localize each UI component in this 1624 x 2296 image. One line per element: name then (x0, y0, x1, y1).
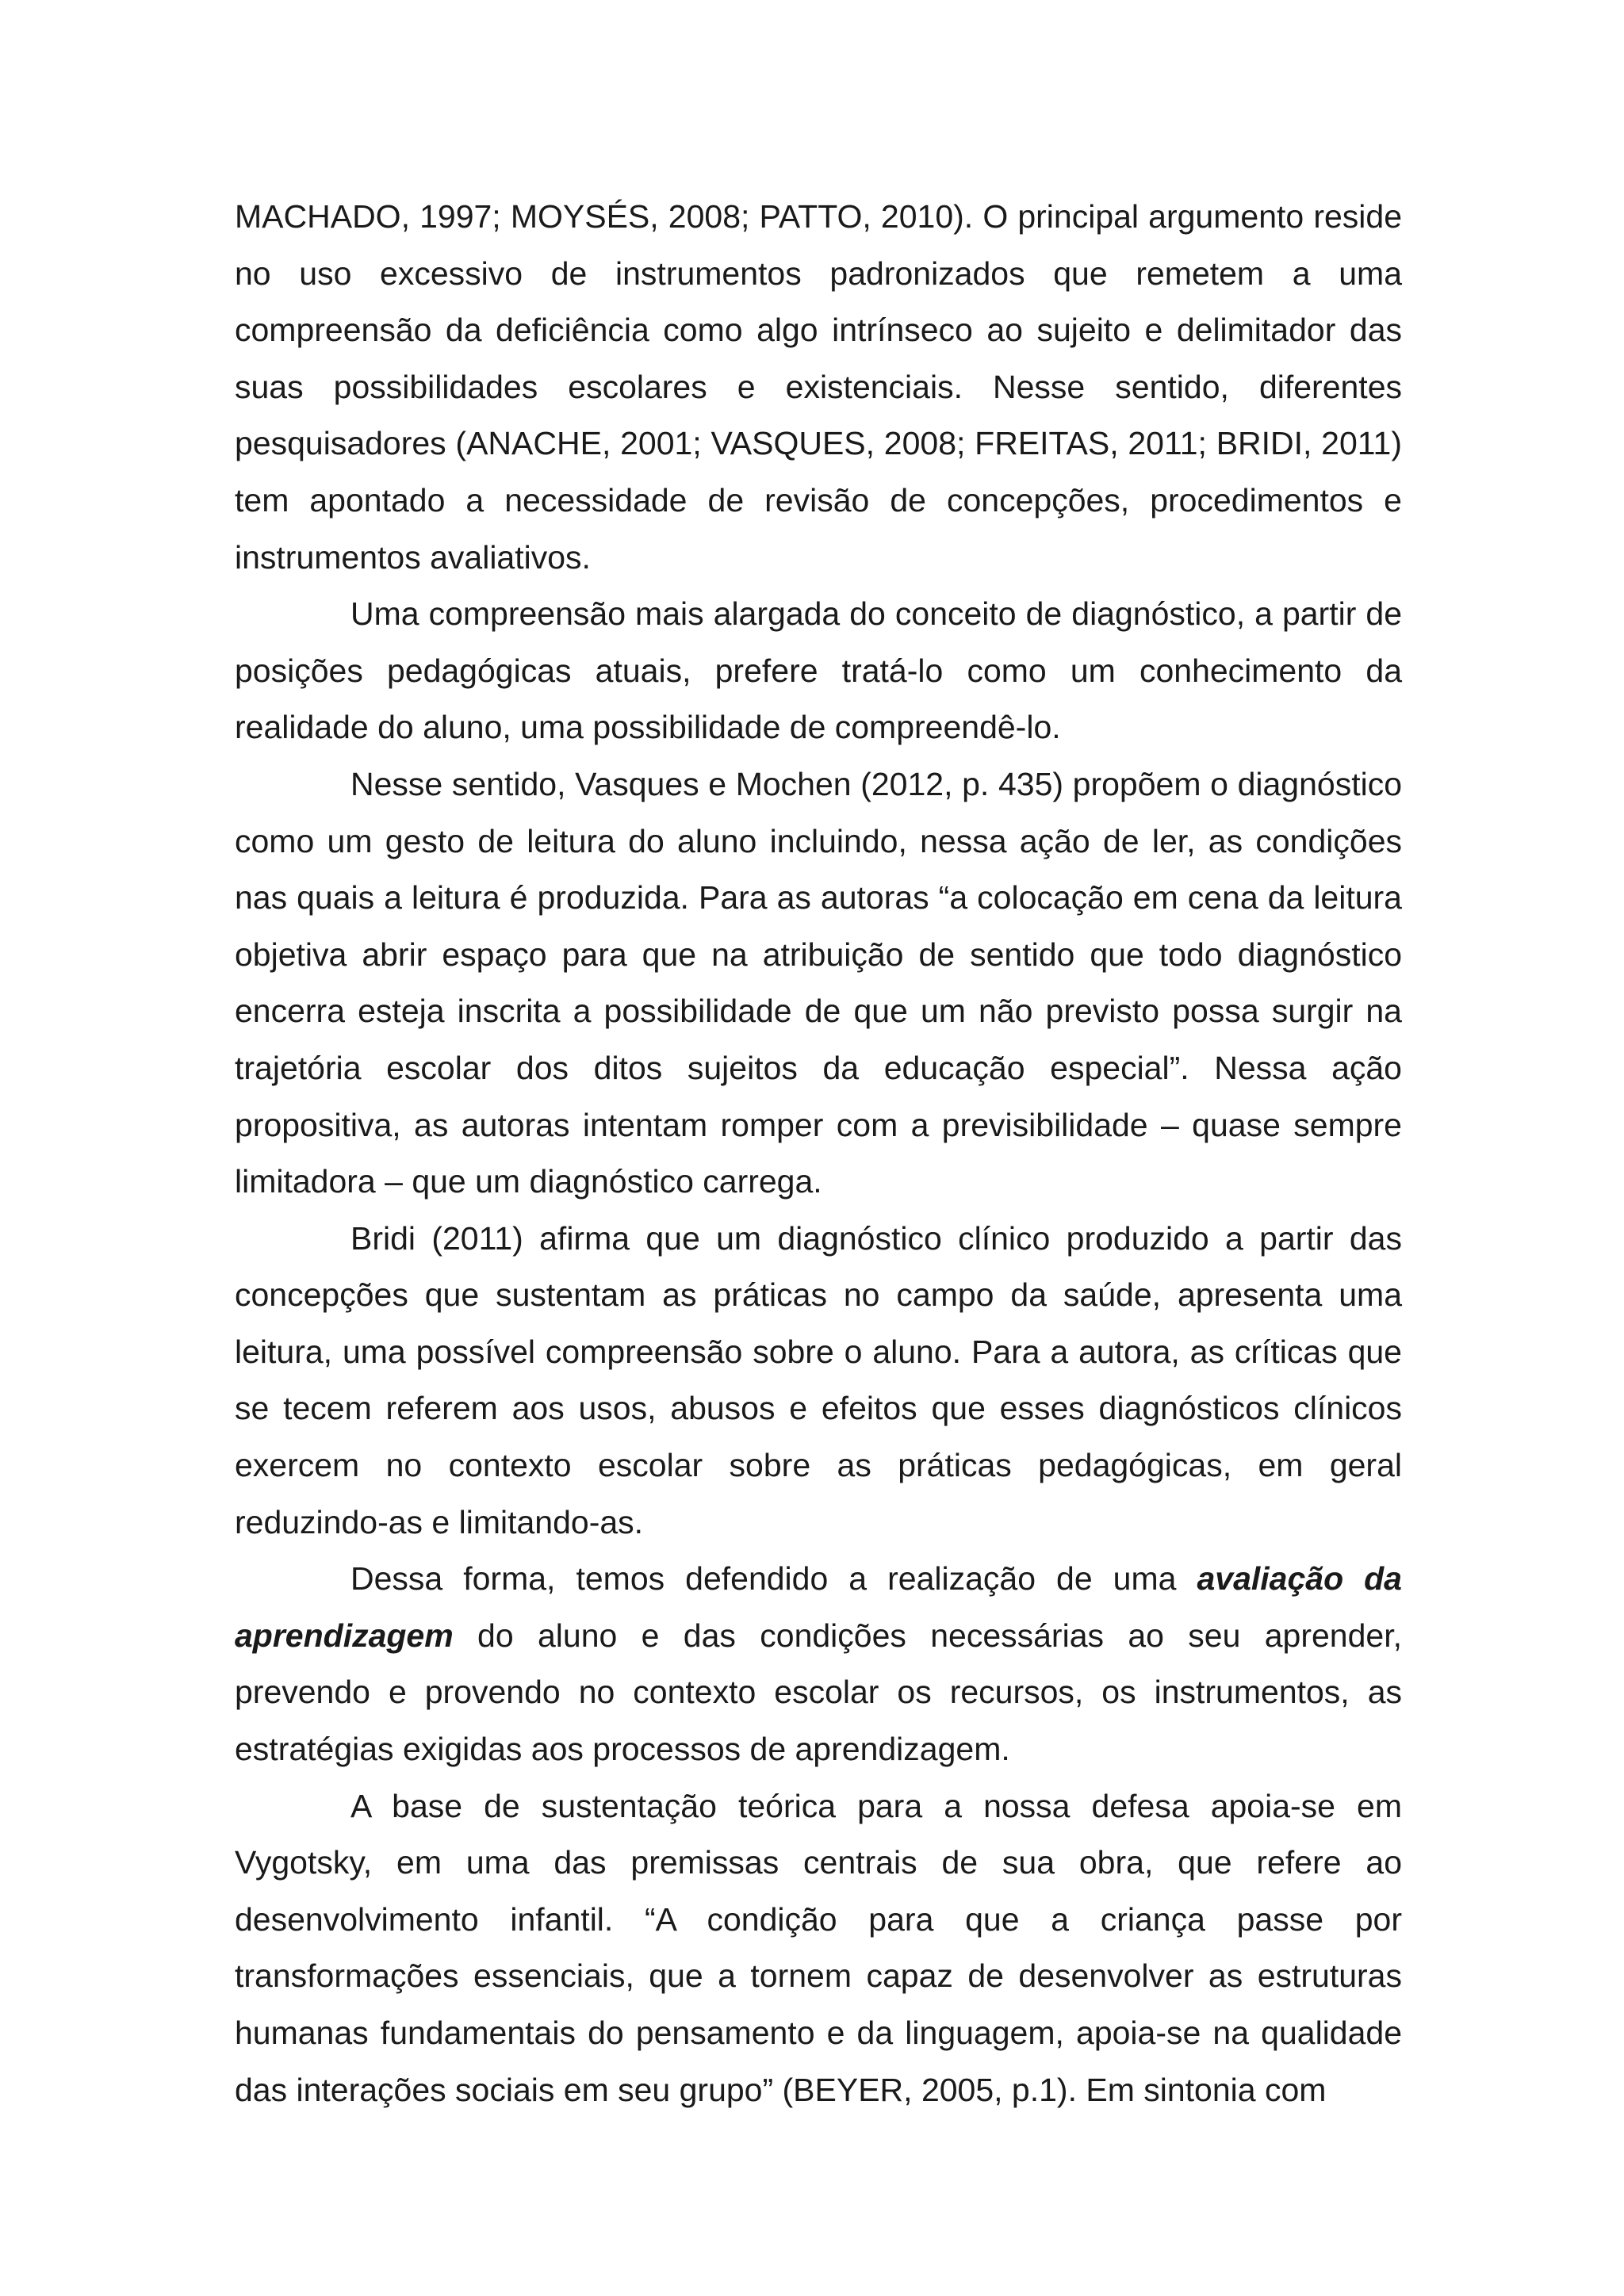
paragraph-5 (235, 1551, 1402, 1777)
paragraph-3: Nesse sentido, Vasques e Mochen (2012, p. 435) propõem o diagnóstico como um gesto de leitura do aluno incluindo, nessa ação de ler, as condições nas quais a leitura é produzida. Para as autoras “a colocação em cena da leitura objetiva abrir espaço para que na atribuição de sentido que todo diagnóstico encerra esteja inscrita a possibilidade de que um não previsto possa surgir na trajetória escolar dos ditos sujeitos da educação especial”. Nessa ação propositiva, as autoras intentam romper com a previsibilidade – quase sempre limitadora – que um diagnóstico carrega. (235, 765, 1402, 1200)
body-text (235, 189, 1402, 2118)
paragraph-4: Bridi (2011) afirma que um diagnóstico clínico produzido a partir das concepções que sustentam as práticas no campo da saúde, apresenta uma leitura, uma possível compreensão sobre o aluno. Para a autora, as críticas que se tecem referem aos usos, abusos e efeitos que esses diagnósticos clínicos exercem no contexto escolar sobre as práticas pedagógicas, em geral reduzindo-as e limitando-as. (235, 1219, 1402, 1540)
emphasis-avaliacao-da-aprendizagem: avaliação da aprendizagem (235, 1560, 1402, 1654)
paragraph-1: MACHADO, 1997; MOYSÉS, 2008; PATTO, 2010). O principal argumento reside no uso excessivo de instrumentos padronizados que remetem a uma compreensão da deficiência como algo intrínseco ao sujeito e delimitador das suas possibilidades escolares e existenciais. Nesse sentido, diferentes pesquisadores (ANACHE, 2001; VASQUES, 2008; FREITAS, 2011; BRIDI, 2011) tem apontado a necessidade de revisão de concepções, procedimentos e instrumentos avaliativos. (235, 198, 1402, 576)
paragraph-5-rest: do aluno e das condições necessárias ao seu aprender, prevendo e provendo no contexto escolar os recursos, os instrumentos, as estratégias exigidas aos processos de aprendizagem. (235, 1617, 1402, 1768)
paragraph-2: Uma compreensão mais alargada do conceito de diagnóstico, a partir de posições pedagógicas atuais, prefere tratá-lo como um conhecimento da realidade do aluno, uma possibilidade de compreendê-lo. (235, 595, 1402, 746)
paragraph-6: A base de sustentação teórica para a nossa defesa apoia-se em Vygotsky, em uma das premissas centrais de sua obra, que refere ao desenvolvimento infantil. “A condição para que a criança passe por transformações essenciais, que a tornem capaz de desenvolver as estruturas humanas fundamentais do pensamento e da linguagem, apoia-se na qualidade das interações sociais em seu grupo” (BEYER, 2005, p.1). Em sintonia com (235, 1787, 1402, 2108)
paragraph-5-lead: Dessa forma, temos defendido a realização de uma (350, 1560, 1197, 1598)
